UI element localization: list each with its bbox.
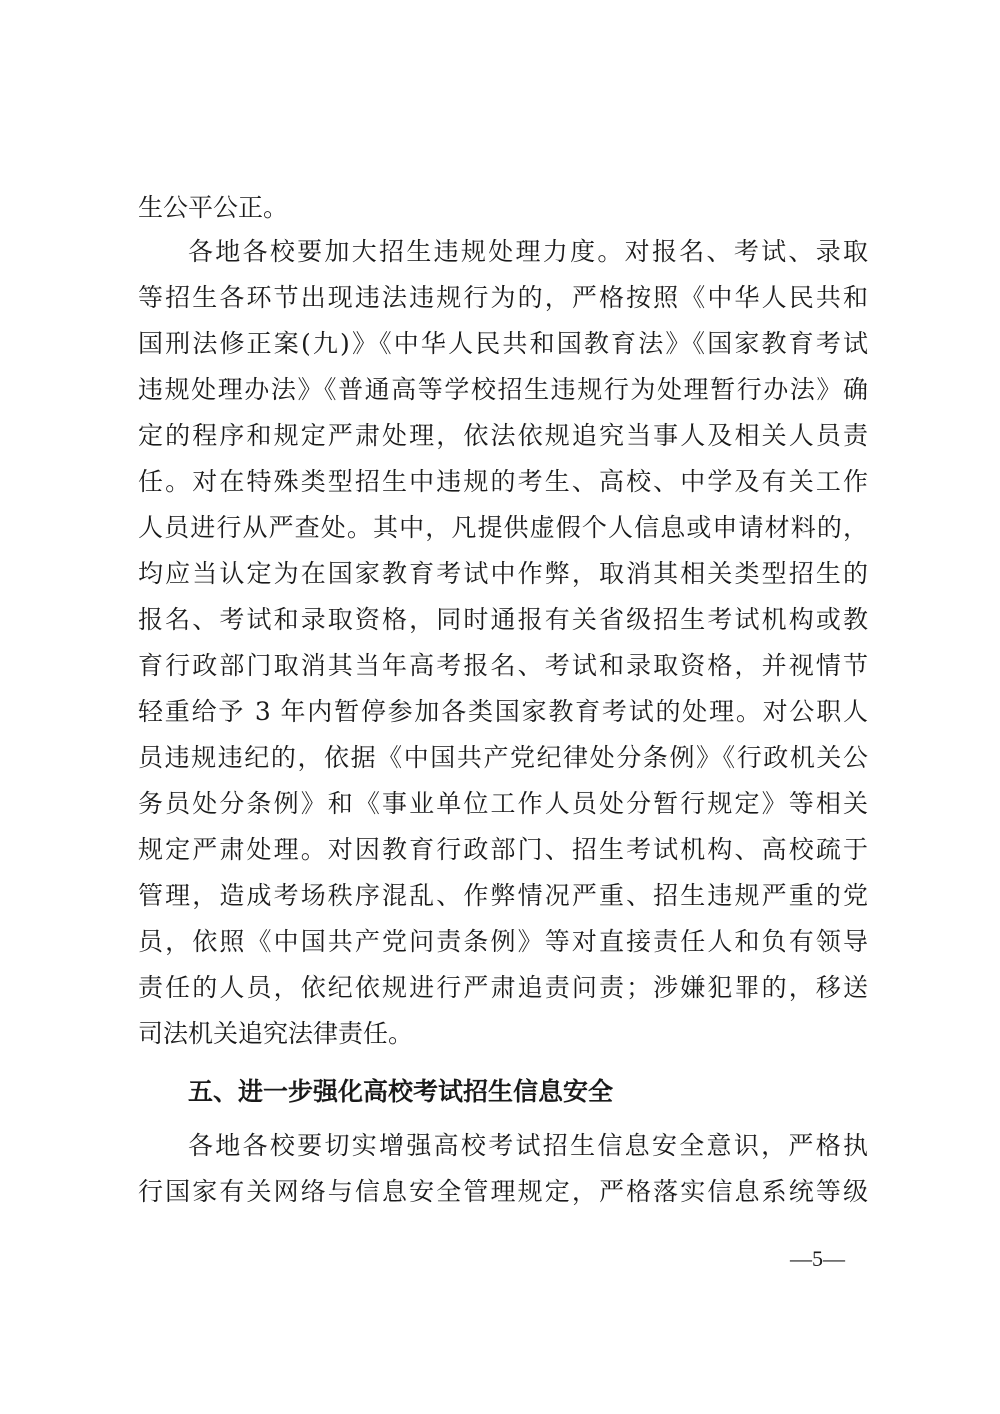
text-line: 生公平公正。: [138, 193, 289, 222]
text-line: 国刑法修正案(九)》《中华人民共和国教育法》《国家教育考试: [138, 329, 868, 358]
text-line: 报名、考试和录取资格，同时通报有关省级招生考试机构或教: [138, 605, 868, 634]
text-line: 育行政部门取消其当年高考报名、考试和录取资格，并视情节: [138, 651, 868, 680]
text-line: 各地各校要加大招生违规处理力度。对报名、考试、录取: [188, 237, 868, 266]
text-line: 务员处分条例》和《事业单位工作人员处分暂行规定》等相关: [138, 789, 868, 818]
text-line: 均应当认定为在国家教育考试中作弊，取消其相关类型招生的: [138, 559, 868, 588]
text-line: 员违规违纪的，依据《中国共产党纪律处分条例》《行政机关公: [138, 743, 868, 772]
text-line: 各地各校要切实增强高校考试招生信息安全意识，严格执: [188, 1131, 868, 1160]
text-line: 轻重给予 3 年内暂停参加各类国家教育考试的处理。对公职人: [138, 697, 868, 726]
text-line: 定的程序和规定严肃处理，依法依规追究当事人及相关人员责: [138, 421, 868, 450]
text-line: 人员进行从严查处。其中，凡提供虚假个人信息或申请材料的，: [138, 513, 868, 542]
text-line: 司法机关追究法律责任。: [138, 1019, 414, 1048]
text-line: 违规处理办法》《普通高等学校招生违规行为处理暂行办法》确: [138, 375, 868, 404]
text-line: 责任的人员，依纪依规进行严肃追责问责；涉嫌犯罪的，移送: [138, 973, 868, 1002]
page-number: —5—: [790, 1246, 845, 1271]
text-line: 行国家有关网络与信息安全管理规定，严格落实信息系统等级: [138, 1177, 868, 1206]
text-line: 等招生各环节出现违法违规行为的，严格按照《中华人民共和: [138, 283, 868, 312]
text-line: 规定严肃处理。对因教育行政部门、招生考试机构、高校疏于: [138, 835, 868, 864]
text-line: 任。对在特殊类型招生中违规的考生、高校、中学及有关工作: [138, 467, 868, 496]
text-line: 员，依照《中国共产党问责条例》等对直接责任人和负有领导: [138, 927, 868, 956]
text-line: 管理，造成考场秩序混乱、作弊情况严重、招生违规严重的党: [138, 881, 868, 910]
section-heading: 五、进一步强化高校考试招生信息安全: [188, 1077, 614, 1106]
